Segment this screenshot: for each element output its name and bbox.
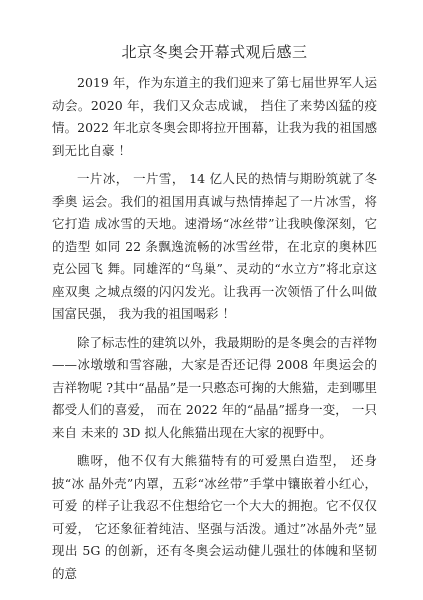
paragraph-3: 除了标志性的建筑以外，我最期盼的是冬奥会的吉祥物——冰墩墩和雪容融，大家是否还记得 2008 年奥运会的吉祥物呢 ?其中“晶晶”是一只憨态可掬的大熊猫，走到哪里都受人们的喜爱， 而在 2022 年的“晶晶”摇身一变， 一只来自 未来的 3D 拟人化熊猫出现在大家的视野中。 bbox=[52, 334, 378, 440]
paragraph-1: 2019 年，作为东道主的我们迎来了第七届世界军人运动会。2020 年，我们又众志成诚， 挡住了来势凶猛的疫情。2022 年北京冬奥会即将拉开围幕，让我为我的祖国感到无比自豪 ！ bbox=[52, 75, 377, 158]
document-title: 北京冬奥会开幕式观后感三 bbox=[121, 43, 308, 61]
paragraph-4: 瞧呀，他不仅有大熊猫特有的可爱黑白造型， 还身披“冰 晶外壳”内罩，五彩“冰丝带”手掌中镶嵌着小红心，可爱 的样子让我忍不住想给它一个大大的拥抱。它不仅仅可爱， 它还象征着纯洁、坚强与活泼。通过”冰晶外壳”显现出 5G 的创新，还有冬奥会运动健儿强壮的体魄和坚韧的意 bbox=[52, 453, 377, 581]
paragraph-2: 一片冰， 一片雪， 14 亿人民的热情与期盼筑就了冬季奥 运会。我们的祖国用真诚与热情捧起了一片冰雪，将它打造 成冰雪的天地。速滑场“冰丝带”让我映像深刻，它的造型 如同 22 条飘逸流畅的冰雪丝带，在北京的奥林匹克公园飞 舞。同雄浑的“鸟巢”、灵动的“水立方”将北京这座双奥 之城点缀的闪闪发光。让我再一次领悟了什么叫做国富民强， 我为我的祖国喝彩 ！ bbox=[52, 171, 377, 321]
